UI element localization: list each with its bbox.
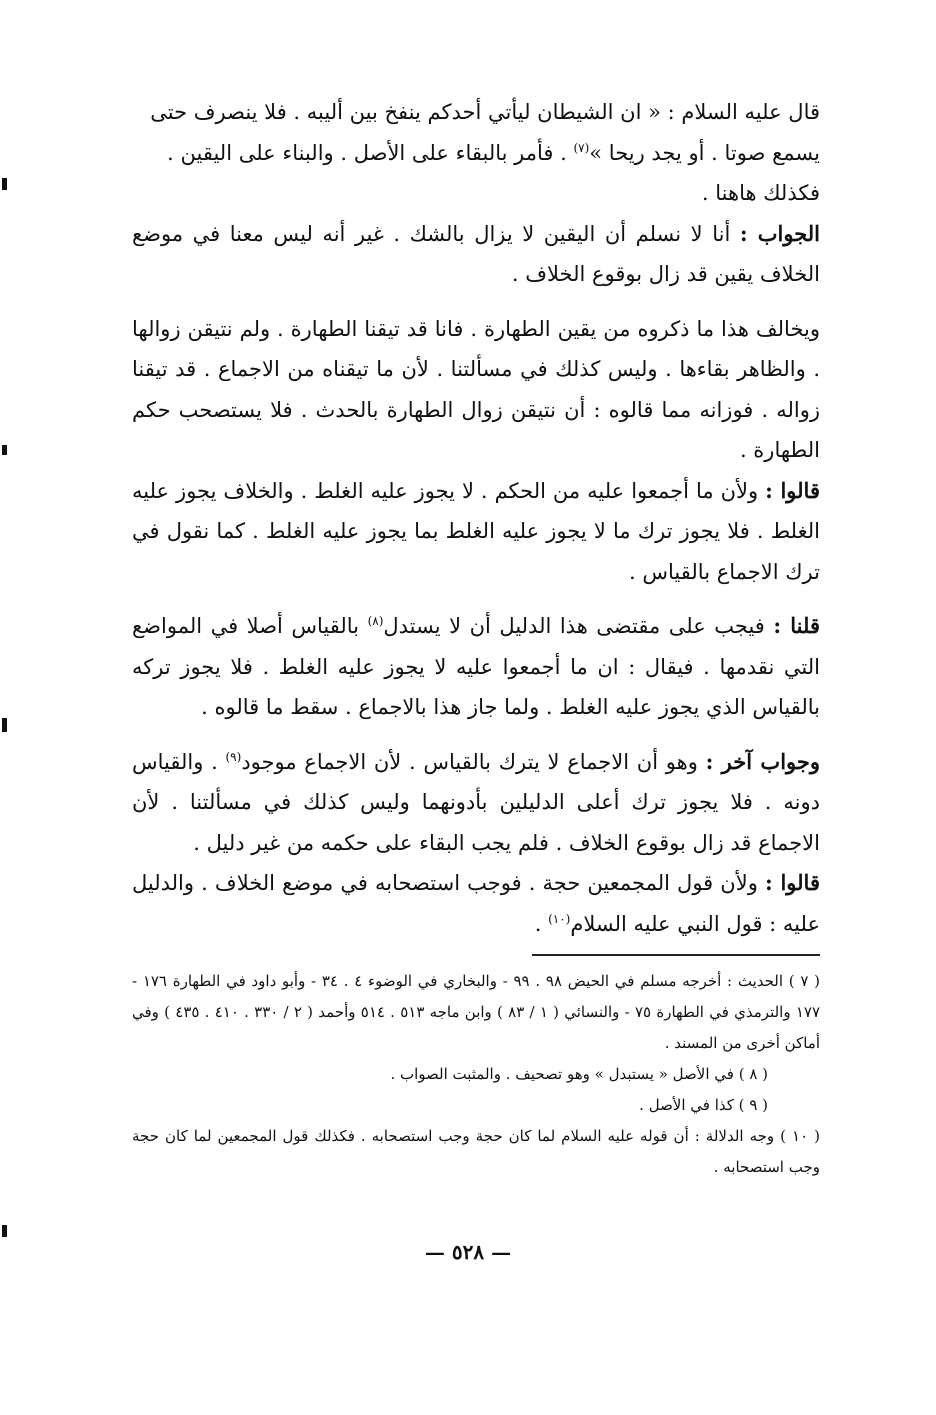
footnote-ref-8: (٨) <box>367 614 384 628</box>
paragraph-text: أنا لا نسلم أن اليقين لا يزال بالشك . غير أنه ليس معنا في موضع الخلاف يقين قد زال بوقوع الخلاف . <box>132 221 820 286</box>
paragraph-text: ويخالف هذا ما ذكروه من يقين الطهارة . فانا قد تيقنا الطهارة . ولم نتيقن زوالها . والظاهر بقاءها . وليس كذلك في مسألتنا . لأن ما تيقناه من الاجماع . قد تيقنا زواله . فوزانه مما قالوه : أن نتيقن زوال الطهارة بالحدث . فلا يستصحب حكم الطهارة . <box>132 316 820 462</box>
paragraph-text: ولأن ما أجمعوا عليه من الحكم . لا يجوز عليه الغلط . والخلاف يجوز عليه الغلط . فلا يجوز ترك ما لا يجوز عليه الغلط بما يجوز عليه الغلط . كما نقول في ترك الاجماع بالقياس . <box>132 478 820 584</box>
paragraph-1 <box>132 92 820 214</box>
page-body <box>132 92 820 1183</box>
paragraph-qalu-2 <box>132 863 820 944</box>
page-number: — ٥٢٨ — <box>424 1240 512 1264</box>
paragraph-text: وهو أن الاجماع لا يترك بالقياس . لأن الاجماع موجود <box>241 749 706 774</box>
paragraph-1-line-1: قال عليه السلام : « ان الشيطان ليأتي أحدكم ينفخ بين أليبه . فلا ينصرف حتى <box>150 100 820 124</box>
paragraph-text: ولأن قول المجمعين حجة . فوجب استصحابه في موضع الخلاف . والدليل عليه : قول النبي عليه السلام <box>132 871 820 936</box>
footnote-10: ( ١٠ ) وجه الدلالة : أن قوله عليه السلام لما كان حجة وجب استصحابه . فكذلك قول المجمعين لما كان حجة وجب استصحابه . <box>132 1127 820 1176</box>
paragraph-lead: قلنا : <box>773 613 821 638</box>
paragraph-text: فيجب على مقتضى هذا الدليل أن لا يستدل <box>383 614 774 638</box>
paragraph-lead: قالوا : <box>764 870 820 895</box>
paragraph-qalu-1 <box>132 471 820 593</box>
paragraph-3 <box>132 309 820 471</box>
paragraph-lead: وجواب آخر : <box>705 748 820 774</box>
paragraph-text: . <box>534 911 549 936</box>
paragraph-lead: الجواب : <box>739 220 820 246</box>
paragraph-qulna <box>132 606 820 728</box>
footnote-ref-10: (١٠) <box>548 911 571 926</box>
paragraph-lead: قالوا : <box>765 477 820 503</box>
paragraph-text: بالقياس أصلا في المواضع التي نقدمها . فيقال : ان ما أجمعوا عليه لا يجوز عليه الغلط . فلا يجوز تركه بالقياس الذي يجوز عليه الغلط . ولما جاز هذا بالاجماع . سقط ما قالوه . <box>132 614 820 719</box>
footnote-8: ( ٨ ) في الأصل « يستبدل » وهو تصحيف . والمثبت الصواب . <box>390 1065 768 1083</box>
paragraph-1-line-2: يسمع صوتا . أو يجد ريحا » <box>589 140 820 165</box>
footnote-separator <box>532 954 820 956</box>
paragraph-text: . والقياس دونه . فلا يجوز ترك أعلى الدليلين بأدونهما وليس كذلك في مسألتنا . لأن الاجماع قد زال بوقوع الخلاف . فلم يجب البقاء على حكمه من غير دليل . <box>132 749 820 855</box>
footnote-ref-7: (٧) <box>573 140 590 155</box>
footnote-9: ( ٩ ) كذا في الأصل . <box>639 1096 768 1114</box>
paragraph-another-answer <box>132 742 820 864</box>
binding-mark <box>2 1225 7 1237</box>
paragraph-1-line-3: فكذلك هاهنا . <box>701 181 820 205</box>
footnote-ref-9: (٩) <box>225 749 242 764</box>
paragraph-answer <box>132 214 820 295</box>
binding-mark <box>2 178 7 190</box>
binding-mark <box>2 718 7 732</box>
binding-mark <box>2 445 7 455</box>
footnote-7: ( ٧ ) الحديث : أخرجه مسلم في الحيض ٩٨ . ٩٩ - والبخاري في الوضوء ٤ . ٣٤ - وأبو داود في الطهارة ١٧٦ - ١٧٧ والترمذي في الطهارة ٧٥ - والنسائي ( ١ / ٨٣ ) وابن ماجه ٥١٣ . ٥١٤ وأحمد ( ٢ / ٣٣٠ . ٤١٠ . ٤٣٥ ) وفي أماكن أخرى من المسند . <box>132 972 821 1052</box>
paragraph-1-line-2b: . فأمر بالبقاء على الأصل . والبناء على اليقين . <box>167 140 574 165</box>
